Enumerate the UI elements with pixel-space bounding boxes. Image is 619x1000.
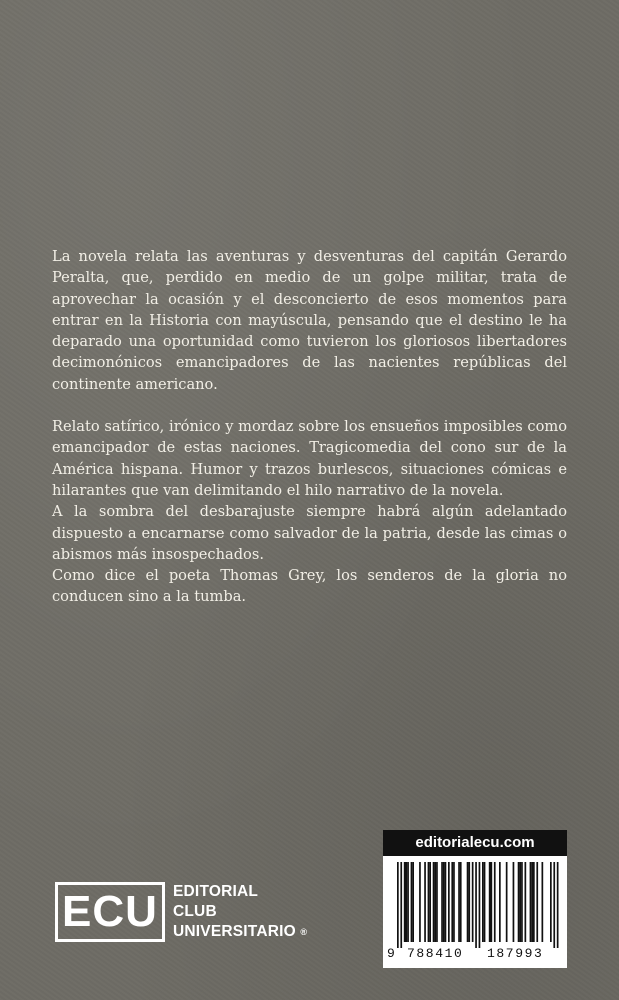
registered-mark: ® <box>300 927 308 937</box>
barcode-bar <box>536 862 538 942</box>
publisher-name-line-3-text: UNIVERSITARIO <box>173 923 296 941</box>
publisher-name-line-1: EDITORIAL <box>173 883 259 900</box>
barcode-bar <box>406 862 408 942</box>
barcode-bar <box>482 862 484 942</box>
barcode-bar <box>553 862 555 948</box>
barcode-bar <box>460 862 462 942</box>
barcode-bar <box>407 862 409 942</box>
barcode-bar <box>433 862 435 942</box>
barcode-bar <box>513 862 515 942</box>
barcode-bar <box>491 862 493 942</box>
barcode-bar <box>404 862 406 942</box>
isbn-barcode-block <box>383 830 567 968</box>
publisher-name-line-3 <box>173 922 307 942</box>
barcode-bar <box>451 862 453 942</box>
isbn-left-digits: 788410 <box>407 946 464 961</box>
barcode-bar <box>419 862 421 942</box>
barcode-bar <box>530 862 532 942</box>
barcode-bar <box>453 862 455 942</box>
barcode-bar <box>443 862 445 942</box>
isbn-right-digits: 187993 <box>487 946 544 961</box>
barcode-bar <box>472 862 474 942</box>
barcode-bar <box>542 862 544 942</box>
isbn-lead-digit: 9 <box>387 946 395 961</box>
barcode-bar <box>475 862 477 948</box>
publisher-name <box>173 882 307 942</box>
barcode-bar <box>397 862 399 948</box>
barcode-bar <box>518 862 520 942</box>
barcode-bar <box>519 862 521 942</box>
barcode-bar <box>411 862 413 942</box>
barcode-bar <box>468 862 470 942</box>
synopsis-paragraph-4: Como dice el poeta Thomas Grey, los senderos de la gloria no conducen sino a la tumba. <box>52 567 567 606</box>
barcode-bar <box>445 862 447 942</box>
barcode-bar <box>506 862 508 942</box>
barcode-bar <box>428 862 430 942</box>
barcode-bar <box>499 862 501 942</box>
synopsis-paragraph-3: A la sombra del desbarajuste siempre habrá algún adelantado dispuesto a encarnarse como salvador de la patria, desde las cimas o abismos más insospechados. <box>52 503 567 563</box>
barcode-bar <box>521 862 523 942</box>
barcode-bar <box>484 862 486 942</box>
barcode-bars <box>383 856 567 948</box>
barcode-bar <box>400 862 402 948</box>
synopsis-paragraph-1: La novela relata las aventuras y desventuras del capitán Gerardo Peralta, que, perdido en medio de un golpe militar, trata de aprovechar la ocasión y el desconcierto de esos momentos para entrar en la Historia con mayúscula, pensando que el destino le ha deparado una oportunidad como tuvieron los gloriosos libertadores decimonónicos emancipadores de las nacientes repúblicas del continente americano. <box>52 248 567 393</box>
barcode-bar <box>531 862 533 942</box>
barcode-bar <box>448 862 450 942</box>
barcode-bar <box>458 862 460 942</box>
barcode-bar <box>412 862 414 942</box>
barcode-bar <box>467 862 469 942</box>
barcode-bar <box>494 862 496 942</box>
publisher-name-line-2: CLUB <box>173 903 217 920</box>
barcode-bar <box>489 862 491 942</box>
logo-letters: ECU <box>62 887 158 936</box>
publisher-logo <box>55 882 315 944</box>
synopsis-paragraph-2: Relato satírico, irónico y mordaz sobre los ensueños imposibles como emancipador de estas naciones. Tragicomedia del cono sur de la América hispana. Humor y trazos burlescos, situaciones cómicas e hilarantes que van delimitando el hilo narrativo de la novela. <box>52 418 567 499</box>
barcode-bar <box>436 862 438 942</box>
barcode-bar <box>479 862 481 948</box>
barcode-bar <box>429 862 431 942</box>
publisher-website: editorialecu.com <box>383 830 567 856</box>
barcode-bar <box>533 862 535 942</box>
barcode-bar <box>525 862 527 942</box>
barcode-bar <box>424 862 426 942</box>
isbn-number <box>383 944 567 964</box>
barcode-bar <box>434 862 436 942</box>
barcode-bar <box>550 862 552 942</box>
book-synopsis <box>52 246 567 608</box>
barcode-bar <box>557 862 559 948</box>
barcode-bar <box>441 862 443 942</box>
